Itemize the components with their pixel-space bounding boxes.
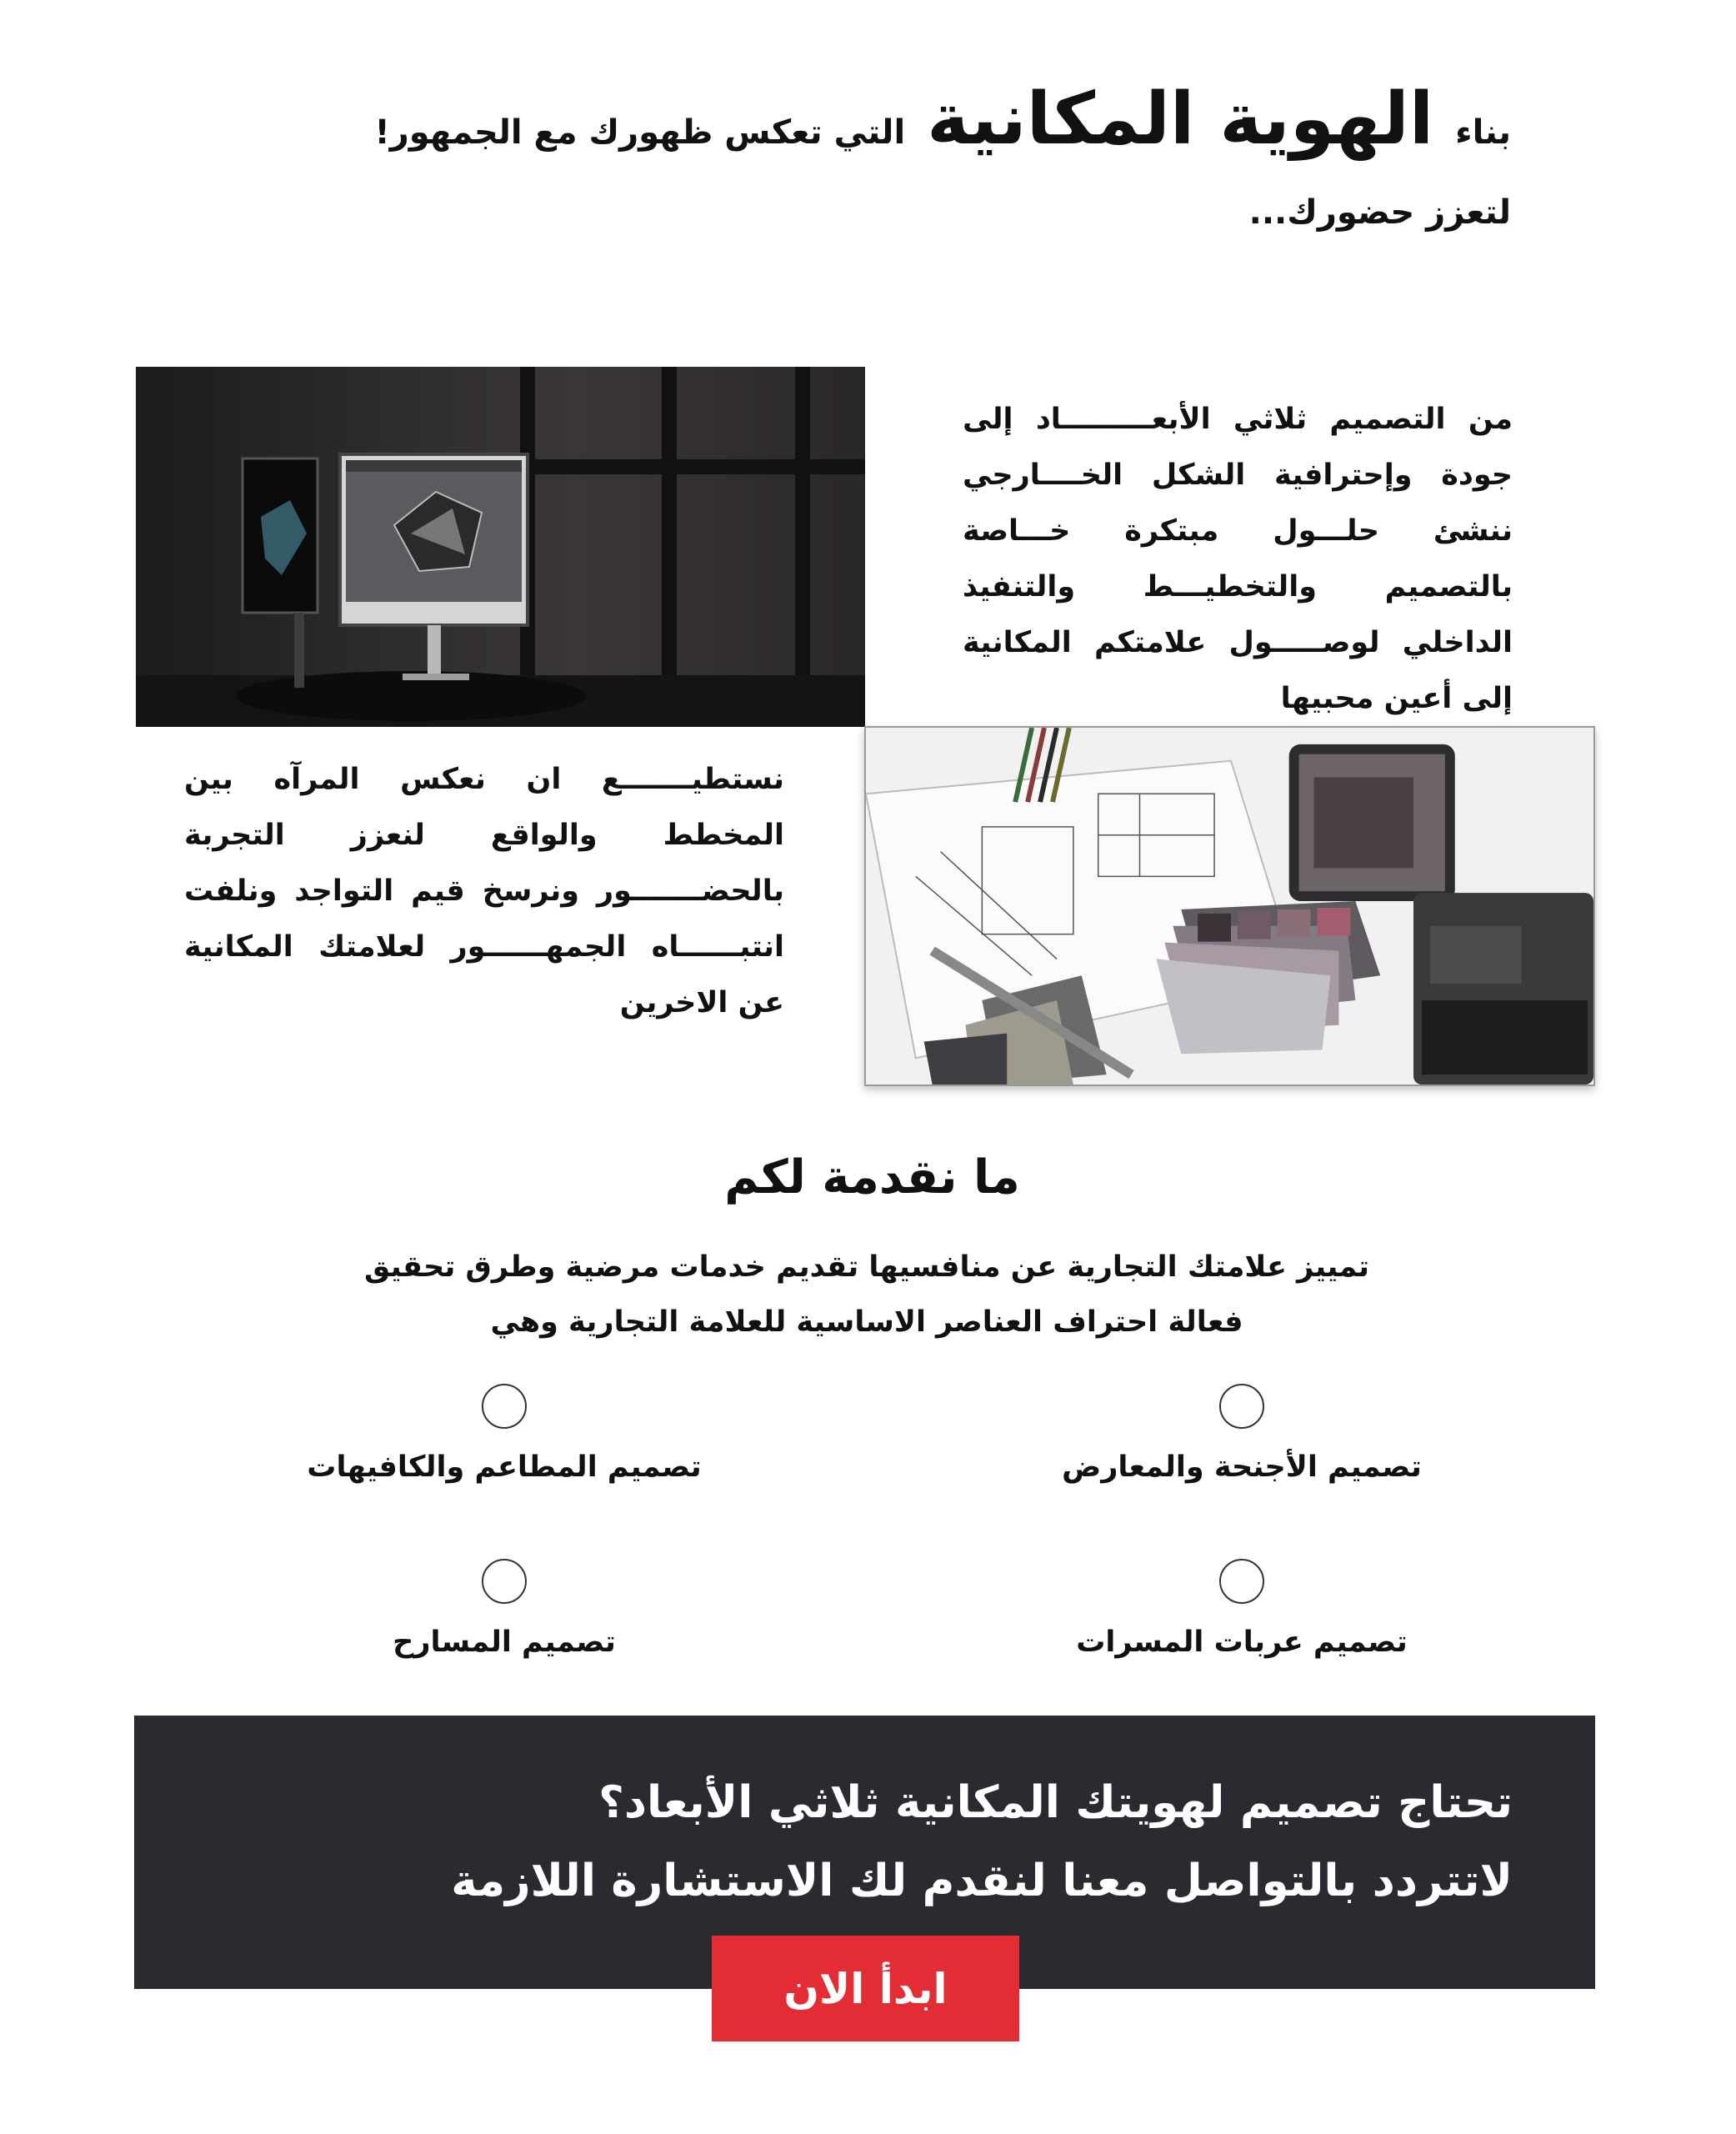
design-quality-paragraph: من التصميم ثلاثي الأبعـــــــــاد إلى جودة وإحترافية الشكل الخــــارجي ننشئ حلـــول مبتكرة خـــاصة بالتصميم والتخطيـــط والتنفيذ الداخلي لوصـــــول علامتكم المكانية إلى أعين محبيها bbox=[963, 403, 1513, 715]
service-label: تصميم الأجنحة والمعارض bbox=[1062, 1450, 1422, 1484]
service-item-pavilions bbox=[1025, 1384, 1458, 1484]
circle-icon bbox=[1219, 1559, 1264, 1604]
hero-subtitle: لتعزز حضورك... bbox=[1248, 193, 1511, 232]
service-item-food-trucks bbox=[1025, 1559, 1458, 1659]
mirror-reality-paragraph: نستطيـــــــع ان نعكس المرآه بين المخطط والواقع لنعزز التجربة بالحضـــــــور ونرسخ قيم التواجد ونلفت انتبــــــاه الجمهــــــور لعلامتك المكانية عن الاخرين bbox=[184, 763, 784, 1019]
service-label: تصميم عربات المسرات bbox=[1076, 1626, 1408, 1659]
design-materials-photo-art bbox=[866, 728, 1593, 1085]
service-label: تصميم المسارح bbox=[393, 1626, 616, 1659]
hero-title bbox=[374, 78, 1511, 161]
hero-title-highlight: الهوية المكانية bbox=[927, 78, 1434, 161]
cta-subheading: لاتتردد بالتواصل معنا لنقدم لك الاستشارة اللازمة bbox=[451, 1856, 1513, 1906]
monitors-photo bbox=[136, 367, 865, 727]
hero-title-prefix: بناء bbox=[1455, 113, 1511, 152]
service-item-restaurants bbox=[288, 1384, 721, 1484]
offerings-title: ما نقدمة لكم bbox=[724, 1150, 1020, 1205]
circle-icon bbox=[1219, 1384, 1264, 1429]
circle-icon bbox=[482, 1559, 527, 1604]
circle-icon bbox=[482, 1384, 527, 1429]
start-now-button[interactable]: ابدأ الان bbox=[712, 1936, 1019, 2041]
monitors-photo-art bbox=[136, 367, 865, 727]
hero-title-suffix: التي تعكس ظهورك مع الجمهور! bbox=[374, 113, 906, 152]
design-materials-photo bbox=[864, 726, 1595, 1086]
service-label: تصميم المطاعم والكافيهات bbox=[307, 1450, 702, 1484]
cta-heading: تحتاج تصميم لهويتك المكانية ثلاثي الأبعاد؟ bbox=[598, 1777, 1513, 1828]
service-item-theaters bbox=[288, 1559, 721, 1659]
offerings-intro: تمييز علامتك التجارية عن منافسيها تقديم خدمات مرضية وطرق تحقيق فعالة احتراف العناصر الاساسية للعلامة التجارية وهي bbox=[363, 1250, 1370, 1339]
